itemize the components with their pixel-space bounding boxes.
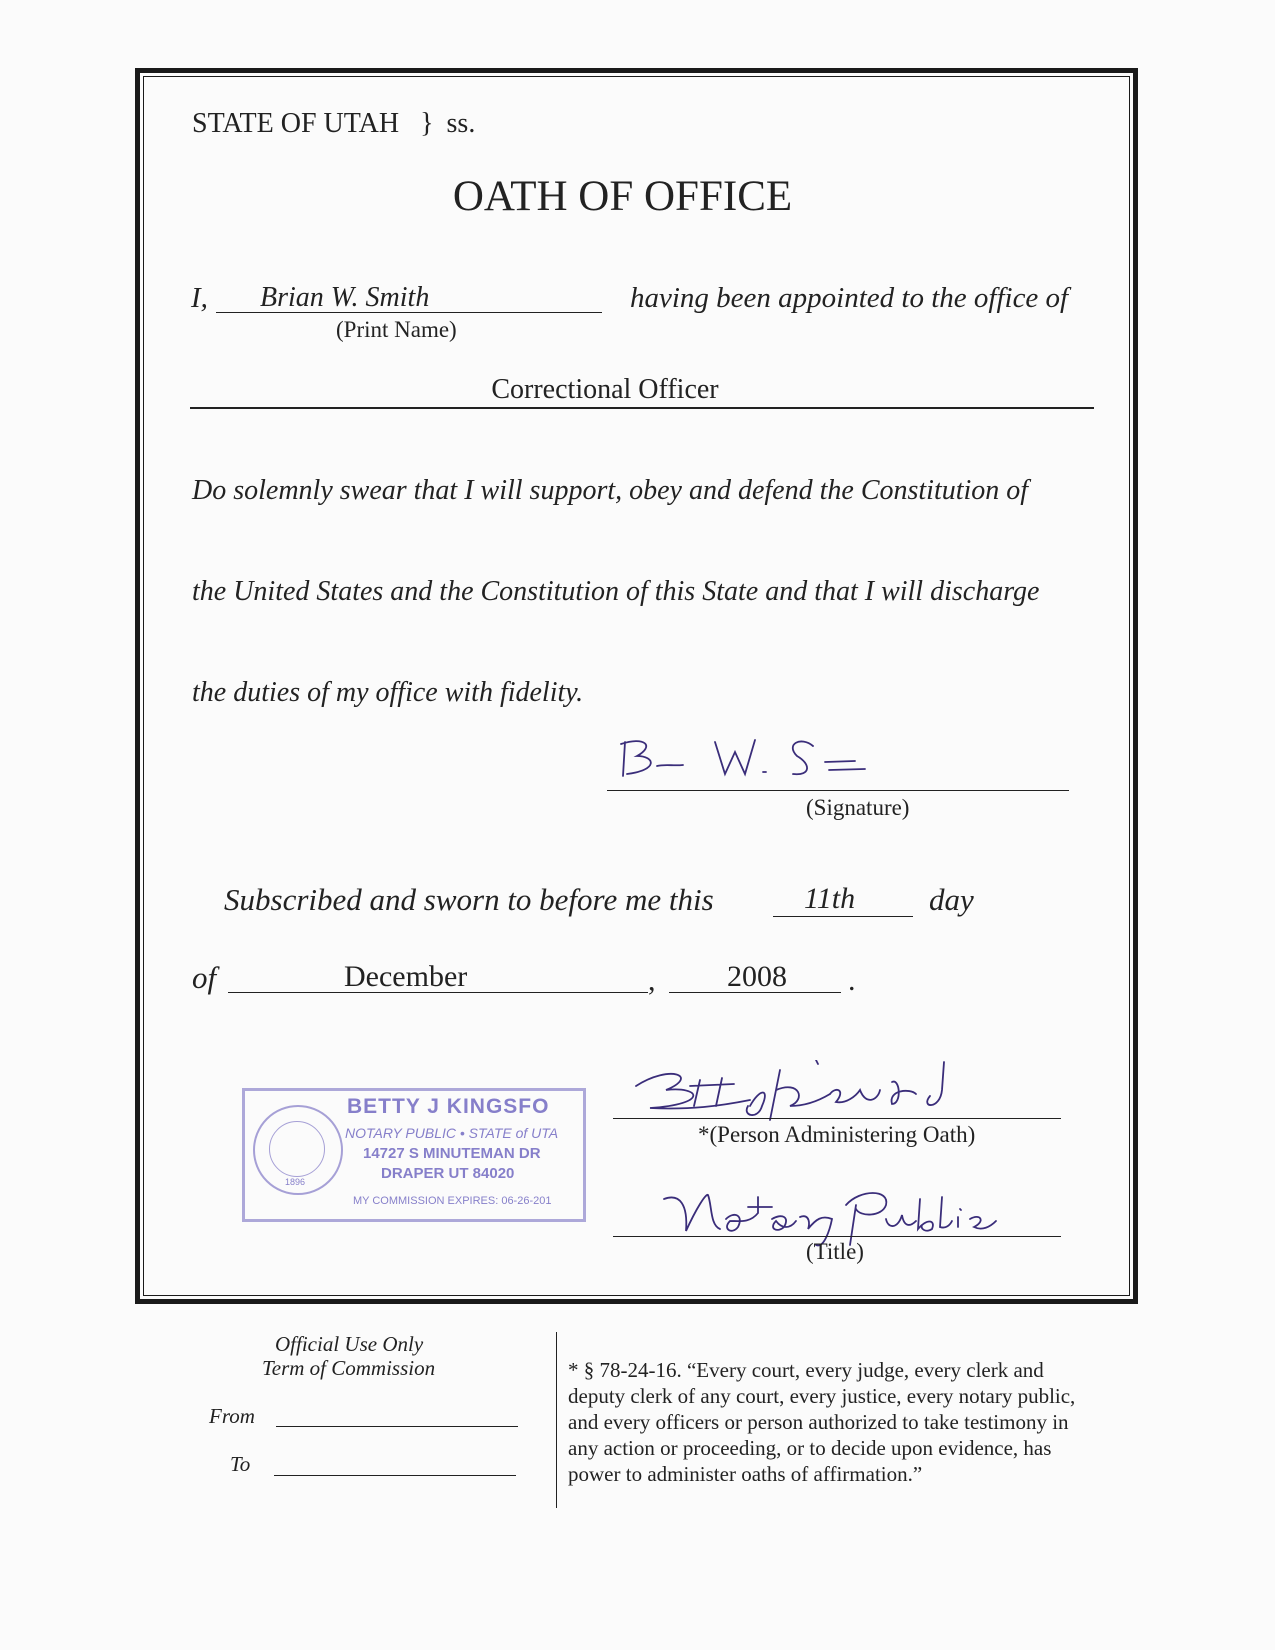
- to-label: To: [230, 1452, 251, 1476]
- page-title: OATH OF OFFICE: [452, 173, 793, 220]
- footnote-line-4: any action or proceeding, or to decide upon evidence, has: [568, 1436, 1052, 1460]
- oath-line-1: Do solemnly swear that I will support, obey and defend the Constitution of: [192, 475, 1029, 506]
- day-label: day: [929, 882, 974, 917]
- month-line: [228, 992, 648, 993]
- office-line: [190, 407, 1094, 409]
- administrator-line: [613, 1118, 1061, 1119]
- appointed-text: having been appointed to the office of: [630, 282, 1069, 314]
- from-line: [276, 1426, 518, 1427]
- administrator-caption: *(Person Administering Oath): [698, 1122, 976, 1147]
- stamp-line-1: NOTARY PUBLIC • STATE of UTA: [345, 1125, 559, 1141]
- day-value: 11th: [804, 882, 856, 915]
- signature-caption: (Signature): [806, 795, 910, 820]
- year-value: 2008: [727, 960, 787, 993]
- signature-line: [607, 790, 1069, 791]
- stamp-line-3: DRAPER UT 84020: [381, 1165, 515, 1182]
- handwritten-signature: [615, 732, 945, 782]
- title-line: [613, 1236, 1061, 1237]
- footer-divider: [556, 1332, 557, 1508]
- brace: }: [420, 108, 434, 139]
- ss-label: ss.: [446, 108, 476, 139]
- sworn-text: Subscribed and sworn to before me this: [224, 882, 714, 917]
- footnote-line-5: power to administer oaths of affirmation.”: [568, 1462, 923, 1486]
- comma: ,: [648, 964, 656, 997]
- name-line: [216, 312, 602, 313]
- day-line: [773, 916, 913, 917]
- stamp-line-2: 14727 S MINUTEMAN DR: [363, 1145, 541, 1162]
- notary-stamp: [242, 1088, 586, 1222]
- oath-line-2: the United States and the Constitution of this State and that I will discharge: [192, 576, 1040, 607]
- period: .: [848, 964, 856, 997]
- month-value: December: [344, 960, 468, 993]
- i-label: I,: [191, 282, 208, 314]
- stamp-line-4: MY COMMISSION EXPIRES: 06-26-201: [353, 1195, 552, 1207]
- footnote-line-3: and every officers or person authorized to take testimony in: [568, 1410, 1069, 1434]
- seal-inner-ring: [269, 1121, 325, 1177]
- oath-line-3: the duties of my office with fidelity.: [192, 677, 584, 708]
- state-label: STATE OF UTAH: [192, 108, 400, 139]
- from-label: From: [209, 1404, 255, 1428]
- stamp-name: BETTY J KINGSFO: [347, 1095, 550, 1118]
- seal-year: 1896: [285, 1177, 306, 1187]
- print-name-caption: (Print Name): [336, 317, 457, 342]
- printed-name: Brian W. Smith: [260, 282, 430, 313]
- office-title: Correctional Officer: [491, 374, 719, 405]
- footnote-line-1: * § 78-24-16. “Every court, every judge, every clerk and: [568, 1358, 1044, 1382]
- official-use-heading: Official Use Only: [275, 1332, 424, 1356]
- year-line: [669, 992, 841, 993]
- term-of-commission-heading: Term of Commission: [262, 1356, 436, 1380]
- footnote-line-2: deputy clerk of any court, every justice, every notary public,: [568, 1384, 1076, 1408]
- state-seal-icon: [253, 1105, 343, 1195]
- state-of-utah: [192, 108, 475, 140]
- title-caption: (Title): [806, 1239, 864, 1264]
- to-line: [274, 1475, 516, 1476]
- of-label: of: [192, 960, 217, 995]
